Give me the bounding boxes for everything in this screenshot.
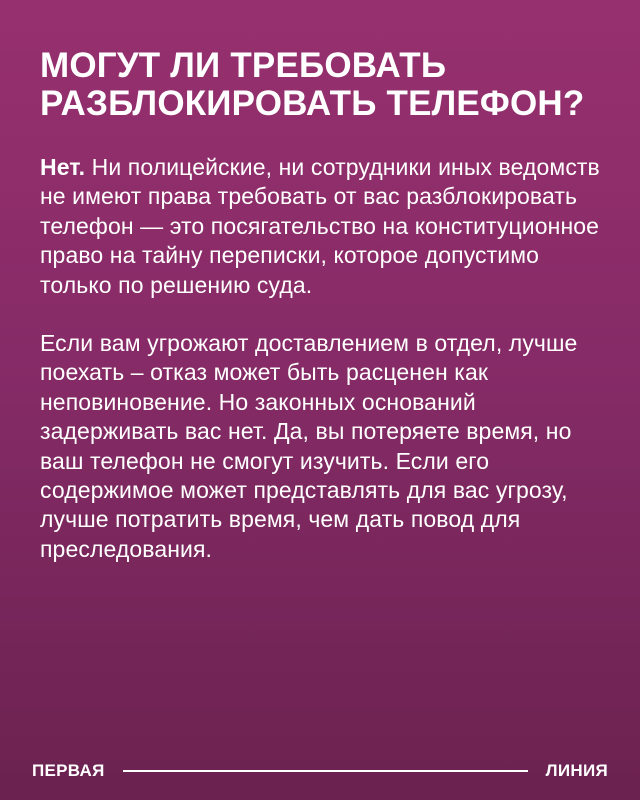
footer-brand	[32, 759, 608, 783]
title-line-1: МОГУТ ЛИ ТРЕБОВАТЬ	[40, 46, 447, 85]
brand-right: ЛИНИЯ	[545, 761, 608, 780]
paragraph-advice: Если вам угрожают доставлением в отдел, лучше поехать – отказ может быть расценен как неповиновение. Но законных оснований задерживать вас нет. Да, вы потеряете время, но ваш телефон не смогут изучить. Если его содержимое может представлять для вас угрозу, лучше потратить время, чем дать повод для преследования.	[40, 330, 578, 562]
brand-left: ПЕРВАЯ	[32, 761, 105, 780]
answer-text: Ни полицейские, ни сотрудники иных ведомств не имеют права требовать от вас разблокировать телефон — это посягательство на конституционное право на тайну переписки, которое допустимо только по решению суда.	[40, 154, 600, 298]
paragraph-answer	[40, 153, 612, 300]
answer-lead: Нет.	[40, 154, 86, 180]
title-line-2: РАЗБЛОКИРОВАТЬ ТЕЛЕФОН?	[40, 84, 585, 123]
article-body	[40, 153, 612, 564]
brand-divider	[123, 770, 528, 772]
page-title	[40, 47, 610, 123]
